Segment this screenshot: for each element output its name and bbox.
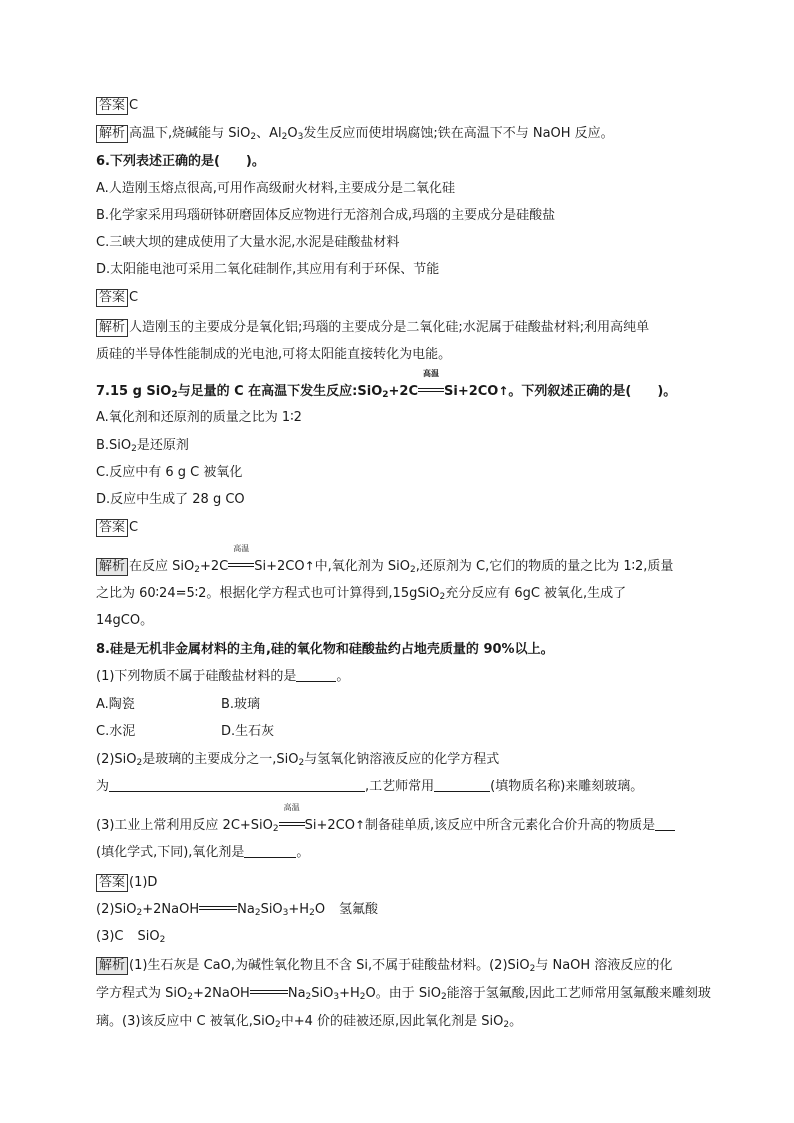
q8-answer-3: (3)C SiO$_2$ bbox=[96, 929, 166, 945]
gas-arrow-icon: ↑ bbox=[498, 384, 509, 398]
q5-analysis: 解析 高温下,烧碱能与 SiO$_2$、$Al_2O_3$发生反应而使坩埚腐蚀;铁在高温下不与 NaOH 反应。 bbox=[96, 124, 714, 144]
q6-analysis-line2: 质硅的半导体性能制成的光电池,可将太阳能直接转化为电能。 bbox=[96, 347, 452, 362]
analysis-tag: 解析 bbox=[96, 558, 128, 576]
q8-option-c: C.水泥 bbox=[96, 724, 136, 739]
analysis-tag: 解析 bbox=[96, 319, 128, 337]
q7-option-b: B.SiO$_2$是还原剂 bbox=[96, 438, 189, 454]
condition-high-temp: 高温 bbox=[279, 816, 305, 836]
answer-tag: 答案 bbox=[96, 874, 128, 892]
q8-answer-1: 答案 (1)D bbox=[96, 873, 714, 893]
q6-answer: 答案 C bbox=[96, 288, 714, 308]
q6-stem: 6.下列表述正确的是( )。 bbox=[96, 154, 265, 169]
q8-analysis-line1: 解析 (1)生石灰是 CaO,为碱性氧化物且不含 Si,不属于硅酸盐材料。(2)SiO$_2$与 NaOH 溶液反应的化 bbox=[96, 956, 714, 976]
analysis-tag: 解析 bbox=[96, 125, 128, 143]
q8-sub2-line1: (2)SiO$_2$是玻璃的主要成分之一,SiO$_2$与氢氧化钠溶液反应的化学方程式 bbox=[96, 752, 500, 768]
q8-sub3-line2: (填化学式,下同),氧化剂是 。 bbox=[96, 845, 310, 860]
condition-high-temp: 高温 bbox=[418, 382, 444, 402]
q7-option-c: C.反应中有 6 g C 被氧化 bbox=[96, 465, 243, 480]
equation-equals-sign bbox=[199, 906, 237, 910]
answer-tag: 答案 bbox=[96, 519, 128, 537]
q8-options-ab bbox=[96, 695, 714, 715]
q7-analysis-line3: 14gCO。 bbox=[96, 613, 154, 628]
q7-analysis-line2: 之比为 60∶24=5∶2。根据化学方程式也可计算得到,15gSiO$_2$充分反应有 6gC 被氧化,生成了 bbox=[96, 586, 627, 602]
q6-option-d: D.太阳能电池可采用二氧化硅制作,其应用有利于环保、节能 bbox=[96, 262, 440, 277]
q6-option-c: C.三峡大坝的建成使用了大量水泥,水泥是硅酸盐材料 bbox=[96, 235, 400, 250]
answer-blank[interactable] bbox=[434, 777, 490, 792]
q8-sub2-line2: 为 ,工艺师常用 (填物质名称)来雕刻玻璃。 bbox=[96, 779, 644, 794]
answer-tag: 答案 bbox=[96, 289, 128, 307]
q6-option-a: A.人造刚玉熔点很高,可用作高级耐火材料,主要成分是二氧化硅 bbox=[96, 181, 456, 196]
answer-tag: 答案 bbox=[96, 97, 128, 115]
q7-analysis-line1: 解析 在反应 SiO$_2$+2C 高温 Si+2CO↑中,氧化剂为 SiO$_2$,还原剂为 C,它们的物质的量之比为 1∶2,质量 bbox=[96, 556, 714, 576]
q8-analysis-line3: 璃。(3)该反应中 C 被氧化,SiO$_2$中+4 价的硅被还原,因此氧化剂是 SiO$_2$。 bbox=[96, 1014, 523, 1030]
q7-option-d: D.反应中生成了 28 g CO bbox=[96, 492, 245, 507]
gas-arrow-icon: ↑ bbox=[304, 559, 315, 573]
answer-value: C bbox=[129, 98, 139, 113]
answer-blank[interactable] bbox=[655, 816, 675, 831]
q8-answer-2: (2)SiO$_2$+2NaOH $Na_2SiO_3+H_2O$ 氢氟酸 bbox=[96, 902, 379, 918]
equation-equals-sign bbox=[250, 990, 288, 994]
q8-stem: 8.硅是无机非金属材料的主角,硅的氧化物和硅酸盐约占地壳质量的 90%以上。 bbox=[96, 642, 554, 657]
answer-blank[interactable] bbox=[244, 843, 296, 858]
q8-options-cd bbox=[96, 722, 714, 742]
q8-option-a: A.陶瓷 bbox=[96, 697, 135, 712]
analysis-tag: 解析 bbox=[96, 957, 128, 975]
q8-option-d: D.生石灰 bbox=[221, 724, 275, 739]
q8-option-b: B.玻璃 bbox=[221, 697, 261, 712]
gas-arrow-icon: ↑ bbox=[354, 818, 366, 832]
q7-stem: 7.15 g SiO$_2$与足量的 C 在高温下发生反应:SiO$_2$+2C 高温 Si+2CO↑。下列叙述正确的是( )。 bbox=[96, 369, 677, 400]
q7-answer: 答案 C bbox=[96, 518, 714, 538]
q6-analysis-line1: 解析 人造刚玉的主要成分是氧化铝;玛瑙的主要成分是二氧化硅;水泥属于硅酸盐材料;利用高纯单 bbox=[96, 318, 714, 338]
q5-answer bbox=[96, 96, 714, 116]
q8-sub1: (1)下列物质不属于硅酸盐材料的是 。 bbox=[96, 669, 350, 684]
condition-high-temp: 高温 bbox=[228, 557, 254, 577]
q7-option-a: A.氧化剂和还原剂的质量之比为 1∶2 bbox=[96, 410, 302, 425]
q8-sub3-line1: (3)工业上常利用反应 2C+SiO$_2$ 高温 Si+2CO↑制备硅单质,该反应中所含元素化合价升高的物质是 bbox=[96, 815, 714, 835]
answer-blank[interactable] bbox=[109, 777, 365, 792]
q6-option-b: B.化学家采用玛瑙研钵研磨固体反应物进行无溶剂合成,玛瑙的主要成分是硅酸盐 bbox=[96, 208, 556, 223]
q8-analysis-line2: 学方程式为 SiO$_2$+2NaOH $Na_2SiO_3+H_2O$。由于 SiO$_2$能溶于氢氟酸,因此工艺师常用氢氟酸来雕刻玻 bbox=[96, 986, 711, 1002]
answer-blank[interactable] bbox=[296, 667, 336, 682]
